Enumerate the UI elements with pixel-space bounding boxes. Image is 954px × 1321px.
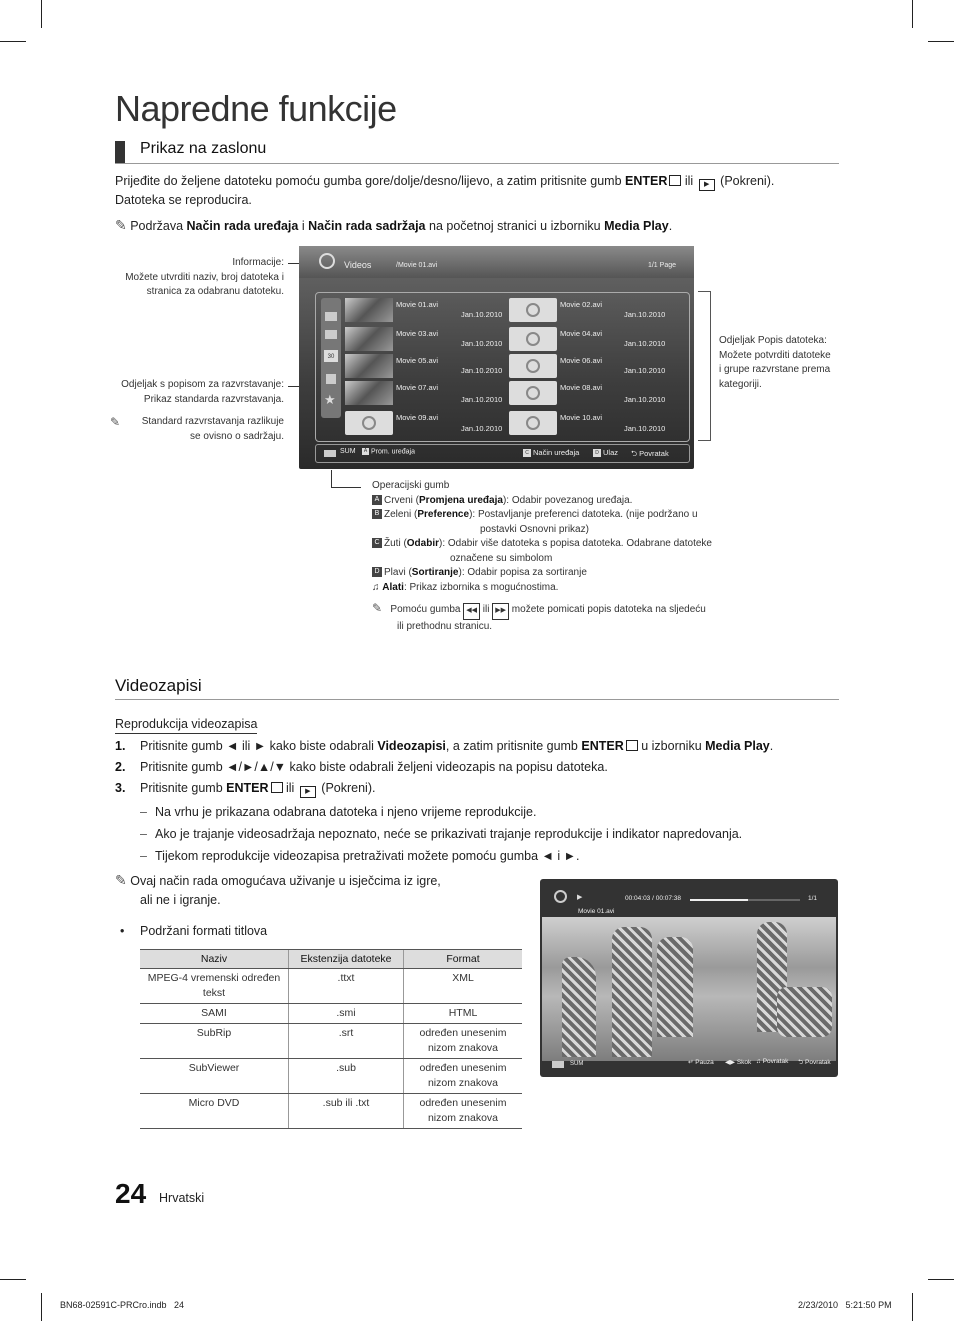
- button-label: Način uređaja: [533, 448, 580, 457]
- tools-icon: ♫: [756, 1058, 763, 1065]
- text: Tijekom reprodukcije videozapisa pretraživati možete pomoću gumba ◄ i ►.: [155, 849, 580, 863]
- text: i: [298, 219, 309, 233]
- enter-label: ENTER: [625, 174, 668, 188]
- folder-icon: [325, 330, 337, 339]
- list-item[interactable]: Movie 05.avi: [396, 356, 439, 365]
- list-item-date: Jan.10.2010: [624, 339, 666, 348]
- button-label: Prom. uređaja: [371, 448, 415, 456]
- note-icon: ✎: [115, 217, 127, 233]
- text: Alati: [382, 581, 404, 593]
- crop-mark: [0, 1279, 26, 1280]
- button-label: Povratak: [762, 1058, 789, 1065]
- callout-line: Možete utvrditi naziv, broj datoteka i: [125, 271, 284, 283]
- callout-line: kategoriji.: [719, 378, 762, 390]
- file-count: 1/1: [808, 895, 818, 902]
- table-cell: SubRip: [140, 1024, 289, 1059]
- crop-mark: [928, 1279, 954, 1280]
- device-label: SUM: [570, 1061, 584, 1067]
- callout-list: [719, 334, 849, 392]
- note-icon: ✎: [372, 601, 383, 615]
- list-item[interactable]: Movie 08.avi: [560, 383, 603, 392]
- divider: [115, 699, 839, 700]
- thumbnail[interactable]: [345, 354, 393, 378]
- note-icon: ✎: [110, 415, 121, 429]
- text: postavki Osnovni prikaz): [480, 523, 589, 535]
- progress-fill: [690, 899, 748, 901]
- footer-date: 2/23/2010 5:21:50 PM: [798, 1300, 892, 1310]
- table-cell: .sub: [289, 1059, 404, 1094]
- key-b-icon: B: [372, 509, 382, 519]
- key-c-icon: C: [372, 538, 382, 548]
- back-button[interactable]: [631, 448, 669, 461]
- crop-mark: [912, 1293, 913, 1321]
- thumbnail[interactable]: [345, 327, 393, 351]
- step-2: [115, 758, 855, 777]
- enter-icon: [669, 175, 681, 186]
- table-cell: MPEG-4 vremenski određen tekst: [140, 969, 289, 1004]
- text: .: [668, 219, 673, 233]
- text: na početnoj stranici u izborniku: [425, 219, 605, 233]
- mode-button[interactable]: [523, 448, 579, 457]
- playback-time: 00:04:03 / 00:07:38: [625, 895, 682, 902]
- operations-list: [372, 479, 752, 634]
- list-item-date: Jan.10.2010: [624, 366, 666, 375]
- pause-button[interactable]: [688, 1058, 714, 1066]
- film-reel-icon[interactable]: [345, 411, 393, 435]
- text: (Pokreni).: [716, 174, 775, 188]
- section-heading: Videozapisi: [115, 676, 202, 695]
- leader-line: [331, 470, 332, 488]
- ops-red: [372, 494, 752, 509]
- film-reel-icon[interactable]: [509, 327, 557, 351]
- text: označene su simbolom: [450, 552, 553, 564]
- ops-note: [372, 601, 752, 620]
- bullet-item: • Podržani formati titlova: [120, 924, 268, 938]
- table-header-row: [140, 950, 522, 969]
- ops-yellow: [372, 537, 752, 552]
- device-icon: [552, 1061, 564, 1068]
- intro-paragraph: [115, 172, 835, 210]
- text: .: [769, 739, 774, 753]
- table-cell: .sub ili .txt: [289, 1094, 404, 1129]
- step-3: [115, 779, 855, 798]
- giraffe: [612, 927, 652, 1057]
- text: , a zatim pritisnite gumb: [445, 739, 582, 753]
- callout-line: Odjeljak Popis datoteka:: [719, 335, 827, 346]
- note-line: [115, 871, 475, 910]
- text: ): Odabir više datoteka s popisa datoteka. Odabrane datoteke: [439, 538, 712, 549]
- text: Način rada uređaja: [186, 219, 299, 233]
- note-icon: ✎: [115, 872, 127, 888]
- table-row: [140, 1094, 522, 1129]
- key-c-icon: C: [523, 449, 531, 457]
- change-device-button[interactable]: [362, 448, 415, 455]
- thumbnail[interactable]: [345, 298, 393, 322]
- film-reel-icon[interactable]: [509, 381, 557, 405]
- table-cell: određen unesenim nizom znakova: [404, 1024, 523, 1059]
- list-item[interactable]: Movie 07.avi: [396, 383, 439, 392]
- giraffe: [777, 987, 832, 1037]
- text: Pritisnite gumb ◄ ili ► kako biste odabrali: [140, 739, 378, 753]
- text: Datoteka se reproducira.: [115, 193, 252, 207]
- text: ali ne i igranje.: [140, 893, 221, 907]
- device-icon: [324, 450, 336, 457]
- table-cell: određen unesenim nizom znakova: [404, 1059, 523, 1094]
- crop-mark: [912, 0, 913, 28]
- sort-sidebar: [321, 298, 341, 418]
- button-label: Ulaz: [603, 448, 619, 457]
- section-heading: Prikaz na zaslonu: [140, 140, 267, 157]
- skip-button[interactable]: [725, 1058, 751, 1066]
- text: ili: [282, 781, 298, 795]
- text: Crveni (: [384, 494, 420, 506]
- text: ENTER: [581, 739, 624, 753]
- callout-line: se ovisno o sadržaju.: [190, 430, 284, 442]
- crop-mark: [41, 1293, 42, 1321]
- crop-mark: [41, 0, 42, 28]
- film-reel-icon[interactable]: [509, 354, 557, 378]
- callout-sort: [100, 378, 284, 407]
- text: Način rada sadržaja: [308, 219, 426, 233]
- table-row: [140, 969, 522, 1004]
- left-right-icon: ◀▶: [725, 1059, 737, 1066]
- key-a-icon: A: [372, 495, 382, 505]
- enter-icon: [626, 740, 638, 751]
- text: : Prikaz izbornika s mogućnostima.: [403, 581, 559, 593]
- text: Na vrhu je prikazana odabrana datoteka i njeno vrijeme reprodukcije.: [155, 805, 537, 819]
- tools-icon: ♫: [372, 581, 383, 593]
- video-frame: [542, 917, 836, 1061]
- list-item-date: Jan.10.2010: [461, 310, 503, 319]
- table-cell: XML: [404, 969, 523, 1004]
- text: ili prethodnu stranicu.: [397, 620, 493, 632]
- return-icon: ⮌: [631, 449, 640, 458]
- calendar-icon: 30: [324, 350, 338, 362]
- ops-green: [372, 508, 752, 523]
- progress-bar[interactable]: [690, 899, 800, 901]
- list-item-date: Jan.10.2010: [624, 395, 666, 404]
- text: Ovaj način rada omogućava uživanje u isječcima iz igre,: [130, 874, 441, 888]
- film-reel-icon[interactable]: [509, 411, 557, 435]
- list-item[interactable]: Movie 04.avi: [560, 329, 603, 338]
- play-icon: ▶: [699, 179, 715, 191]
- text: Videozapisi: [377, 739, 446, 753]
- text: u izborniku: [637, 739, 706, 753]
- file-name: Movie 01.avi: [578, 908, 615, 915]
- folder-icon: [325, 312, 337, 321]
- list-item-date: Jan.10.2010: [624, 310, 666, 319]
- column-header: Ekstenzija datoteke: [289, 950, 404, 969]
- list-item-date: Jan.10.2010: [624, 424, 666, 433]
- text: (Pokreni).: [317, 781, 376, 795]
- text: Odabir: [406, 538, 440, 549]
- callout-line: Možete potvrditi datoteke: [719, 349, 831, 361]
- giraffe: [657, 937, 693, 1037]
- table-cell: određen unesenim nizom znakova: [404, 1094, 523, 1129]
- callout-line: i grupe razvrstane prema: [719, 364, 831, 375]
- table-cell: .smi: [289, 1004, 404, 1024]
- text: Ako je trajanje videosadržaja nepoznato, neće se prikazivati trajanje reprodukcije i indikator napredovanja.: [155, 827, 743, 841]
- key-d-icon: D: [593, 449, 601, 457]
- ops-tools: [372, 581, 752, 596]
- text: Podržani formati titlova: [140, 924, 268, 938]
- table-cell: SAMI: [140, 1004, 289, 1024]
- list-item-date: Jan.10.2010: [461, 395, 503, 404]
- list-item[interactable]: Movie 02.avi: [560, 300, 603, 309]
- note-line: [115, 216, 845, 236]
- star-icon: ★: [324, 392, 336, 407]
- button-label: Skok: [736, 1059, 752, 1066]
- page-number: 24: [115, 1178, 147, 1209]
- button-label: Povratak: [639, 449, 669, 458]
- column-header: Naziv: [140, 950, 289, 969]
- tv-screen: [299, 246, 694, 469]
- play-icon: ▶: [300, 786, 316, 798]
- text: Prijeđite do željene datoteku pomoću gumba gore/dolje/desno/lijevo, a zatim pritisnite gumb: [115, 174, 626, 188]
- film-reel-icon: [319, 253, 335, 269]
- speaker-icon: [326, 374, 336, 384]
- tools-back-button[interactable]: [756, 1058, 788, 1065]
- list-item[interactable]: Movie 01.avi: [396, 300, 439, 309]
- tv-section-title: Videos: [344, 260, 372, 270]
- step-number: 1.: [115, 739, 126, 753]
- crop-mark: [928, 41, 954, 42]
- text: ): Odabir popisa za sortiranje: [458, 567, 587, 578]
- text: možete pomicati popis datoteka na sljedeću: [509, 604, 706, 615]
- table-cell: Micro DVD: [140, 1094, 289, 1129]
- footer-file: BN68-02591C-PRCro.indb 24: [60, 1300, 185, 1310]
- enter-button[interactable]: [593, 448, 618, 457]
- tv-button-bar: [315, 444, 690, 463]
- dash-2: – Ako je trajanje videosadržaja nepoznato, neće se prikazivati trajanje reprodukcije i indikator napredovanja.: [140, 827, 743, 841]
- callout-line: Odjeljak s popisom za razvrstavanje:: [121, 379, 284, 390]
- return-icon: ⮌: [798, 1059, 806, 1066]
- divider: [115, 163, 839, 164]
- text: Pomoću gumba: [390, 604, 464, 615]
- table-row: [140, 1004, 522, 1024]
- button-label: Pauza: [695, 1059, 714, 1066]
- callout-info: [100, 256, 284, 300]
- forward-icon: ▶▶: [492, 603, 509, 620]
- enter-icon: ↵: [688, 1059, 696, 1066]
- list-item[interactable]: Movie 09.avi: [396, 413, 439, 422]
- step-number: 3.: [115, 781, 126, 795]
- key-a-icon: A: [363, 448, 368, 454]
- text: Podržava: [130, 219, 187, 233]
- dash-3: – Tijekom reprodukcije videozapisa pretraživati možete pomoću gumba ◄ i ►.: [140, 849, 580, 863]
- list-item-date: Jan.10.2010: [461, 424, 503, 433]
- step-number: 2.: [115, 760, 126, 774]
- bracket: [698, 291, 711, 441]
- key-d-icon: D: [372, 567, 382, 577]
- callout-line: stranica za odabranu datoteku.: [146, 286, 284, 297]
- table-cell: .ttxt: [289, 969, 404, 1004]
- language-label: Hrvatski: [159, 1191, 205, 1205]
- list-item[interactable]: Movie 10.avi: [560, 413, 603, 422]
- rewind-icon: ◀◀: [463, 603, 480, 620]
- step-1: [115, 737, 855, 756]
- callout-line: Standard razvrstavanja razlikuje: [141, 416, 284, 427]
- leader-line: [331, 487, 361, 488]
- list-item[interactable]: Movie 03.avi: [396, 329, 439, 338]
- giraffe: [562, 957, 596, 1057]
- steps-list: [115, 737, 855, 866]
- text: Pritisnite gumb ◄/►/▲/▼ kako biste odabrali željeni videozapis na popisu datoteka.: [140, 760, 608, 774]
- text: Media Play: [705, 739, 770, 753]
- text: ili: [681, 174, 697, 188]
- button-label: Povratak: [805, 1059, 831, 1066]
- tv-header: [299, 246, 694, 278]
- table-cell: .srt: [289, 1024, 404, 1059]
- text: ili: [480, 604, 493, 615]
- text: Media Play: [604, 219, 669, 233]
- ops-blue: [372, 566, 752, 581]
- text: ): Odabir povezanog uređaja.: [502, 494, 633, 506]
- subtitle-formats-table: [140, 949, 522, 1129]
- crop-mark: [0, 41, 26, 42]
- text: ): Postavljanje preferenci datoteka. (nije podržano u: [469, 509, 698, 520]
- device-label: SUM: [340, 448, 356, 455]
- page-title: Napredne funkcije: [115, 88, 397, 129]
- video-player: [540, 879, 838, 1077]
- table-row: [140, 1024, 522, 1059]
- film-reel-icon[interactable]: [509, 298, 557, 322]
- text: Preference: [417, 509, 470, 520]
- film-reel-icon: [554, 890, 567, 903]
- ops-heading: Operacijski gumb: [372, 480, 450, 491]
- text: Žuti (: [384, 538, 407, 549]
- text: ENTER: [226, 781, 269, 795]
- return-button[interactable]: [798, 1058, 831, 1069]
- enter-icon: [271, 782, 283, 793]
- text: Promjena uređaja: [419, 494, 503, 506]
- text: Pritisnite gumb: [140, 781, 227, 795]
- list-item-date: Jan.10.2010: [461, 339, 503, 348]
- tv-path: /Movie 01.avi: [396, 262, 438, 269]
- table-cell: HTML: [404, 1004, 523, 1024]
- play-indicator-icon: ▶: [577, 894, 583, 901]
- list-item[interactable]: Movie 06.avi: [560, 356, 603, 365]
- text: Zeleni (: [384, 509, 418, 520]
- sub-heading: Reprodukcija videozapisa: [115, 716, 257, 734]
- table-row: [140, 1059, 522, 1094]
- table-cell: SubViewer: [140, 1059, 289, 1094]
- section-marker: [115, 141, 125, 163]
- column-header: Format: [404, 950, 523, 969]
- callout-line: Prikaz standarda razvrstavanja.: [143, 393, 284, 405]
- list-item-date: Jan.10.2010: [461, 366, 503, 375]
- tv-page-count: 1/1 Page: [647, 262, 676, 269]
- dash-1: – Na vrhu je prikazana odabrana datoteka i njeno vrijeme reprodukcije.: [140, 805, 537, 819]
- callout-sort-note: [110, 415, 284, 444]
- thumbnail[interactable]: [345, 381, 393, 405]
- text: Sortiranje: [411, 567, 459, 578]
- text: Plavi (: [384, 567, 412, 578]
- callout-line: Informacije:: [232, 257, 284, 268]
